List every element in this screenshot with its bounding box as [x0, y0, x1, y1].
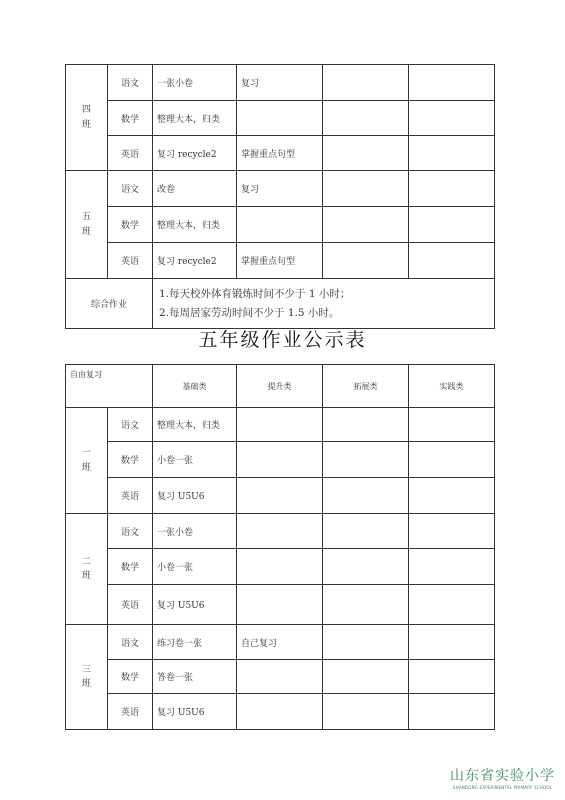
empty-cell: [323, 65, 409, 101]
basic-cell: 复习 U5U6: [153, 478, 237, 514]
column-header: 提升类: [237, 365, 323, 408]
corner-label: 自由复习: [66, 365, 153, 408]
extend-cell: 复习: [237, 171, 323, 207]
table-row: [66, 694, 495, 730]
subject-cell: 英语: [108, 136, 153, 171]
empty-cell: [409, 478, 495, 514]
extend-cell: [237, 478, 323, 514]
extend-cell: [237, 549, 323, 585]
basic-cell: 练习卷一张: [153, 625, 237, 660]
empty-cell: [323, 101, 409, 136]
subject-cell: 英语: [108, 478, 153, 514]
basic-cell: 复习 U5U6: [153, 694, 237, 730]
table-row: [66, 585, 495, 625]
subject-cell: 英语: [108, 585, 153, 625]
empty-cell: [409, 514, 495, 549]
extend-cell: [237, 442, 323, 478]
subject-cell: 语文: [108, 625, 153, 660]
empty-cell: [323, 625, 409, 660]
table-row: [66, 65, 495, 101]
table-row: [66, 549, 495, 585]
empty-cell: [409, 243, 495, 279]
table-row: [66, 514, 495, 549]
table-row: [66, 136, 495, 171]
table-row: [66, 279, 495, 329]
empty-cell: [409, 171, 495, 207]
empty-cell: [323, 136, 409, 171]
extend-cell: 掌握重点句型: [237, 243, 323, 279]
subject-cell: 数学: [108, 549, 153, 585]
basic-cell: 复习 U5U6: [153, 585, 237, 625]
empty-cell: [323, 549, 409, 585]
subject-cell: 英语: [108, 243, 153, 279]
subject-cell: 数学: [108, 207, 153, 243]
subject-cell: 语文: [108, 514, 153, 549]
class-name-cell: 五 班: [66, 171, 108, 279]
logo-text: 山东省实验小学: [450, 768, 555, 784]
table-row: [66, 207, 495, 243]
class-name-cell: 四 班: [66, 65, 108, 171]
logo-subtext: SHANDONG EXPERIMENTAL PRIMARY SCHOOL: [452, 785, 553, 790]
subject-cell: 数学: [108, 101, 153, 136]
table-row: [66, 171, 495, 207]
comprehensive-notes: [153, 279, 495, 329]
class-name-cell: 一 班: [66, 408, 108, 514]
subject-cell: 语文: [108, 408, 153, 442]
comprehensive-label: 综合作业: [66, 279, 153, 329]
homework-table-bottom: [65, 364, 495, 730]
note-line: 2.每周居家劳动时间不少于 1.5 小时。: [159, 306, 340, 319]
note-line: 1.每天校外体育锻炼时间不少于 1 小时；: [159, 287, 351, 300]
class-name-cell: 三 班: [66, 625, 108, 730]
extend-cell: [237, 408, 323, 442]
column-header: 拓展类: [323, 365, 409, 408]
class-name-cell: 二 班: [66, 514, 108, 625]
empty-cell: [323, 585, 409, 625]
empty-cell: [409, 442, 495, 478]
empty-cell: [409, 207, 495, 243]
empty-cell: [323, 694, 409, 730]
empty-cell: [323, 243, 409, 279]
table-row: [66, 478, 495, 514]
basic-cell: 整理大本，归类: [153, 207, 237, 243]
basic-cell: 一张小卷: [153, 514, 237, 549]
empty-cell: [409, 585, 495, 625]
subject-cell: 英语: [108, 694, 153, 730]
header-row: [66, 365, 495, 408]
basic-cell: 整理大本，归类: [153, 101, 237, 136]
empty-cell: [409, 65, 495, 101]
extend-cell: [237, 101, 323, 136]
extend-cell: 掌握重点句型: [237, 136, 323, 171]
column-header: 基础类: [153, 365, 237, 408]
extend-cell: [237, 514, 323, 549]
empty-cell: [323, 171, 409, 207]
basic-cell: 答卷一张: [153, 660, 237, 694]
basic-cell: 整理大本，归类: [153, 408, 237, 442]
school-logo: [450, 765, 555, 790]
empty-cell: [323, 207, 409, 243]
extend-cell: [237, 660, 323, 694]
extend-cell: [237, 585, 323, 625]
basic-cell: 一张小卷: [153, 65, 237, 101]
empty-cell: [409, 549, 495, 585]
page-title: 五年级作业公示表: [198, 329, 367, 351]
subject-cell: 语文: [108, 65, 153, 101]
table-row: [66, 101, 495, 136]
empty-cell: [409, 625, 495, 660]
empty-cell: [409, 660, 495, 694]
basic-cell: 改卷: [153, 171, 237, 207]
basic-cell: 复习 recycle2: [153, 243, 237, 279]
empty-cell: [323, 408, 409, 442]
basic-cell: 小卷一张: [153, 549, 237, 585]
extend-cell: 自己复习: [237, 625, 323, 660]
extend-cell: 复习: [237, 65, 323, 101]
table-row: [66, 625, 495, 660]
table-row: [66, 243, 495, 279]
empty-cell: [323, 478, 409, 514]
empty-cell: [409, 408, 495, 442]
subject-cell: 数学: [108, 660, 153, 694]
empty-cell: [409, 694, 495, 730]
empty-cell: [323, 514, 409, 549]
table-row: [66, 408, 495, 442]
subject-cell: 数学: [108, 442, 153, 478]
table-row: [66, 442, 495, 478]
extend-cell: [237, 694, 323, 730]
empty-cell: [323, 442, 409, 478]
empty-cell: [409, 136, 495, 171]
table-row: [66, 660, 495, 694]
column-header: 实践类: [409, 365, 495, 408]
basic-cell: 小卷一张: [153, 442, 237, 478]
extend-cell: [237, 207, 323, 243]
homework-table-top: [65, 64, 495, 329]
subject-cell: 语文: [108, 171, 153, 207]
empty-cell: [409, 101, 495, 136]
basic-cell: 复习 recycle2: [153, 136, 237, 171]
empty-cell: [323, 660, 409, 694]
